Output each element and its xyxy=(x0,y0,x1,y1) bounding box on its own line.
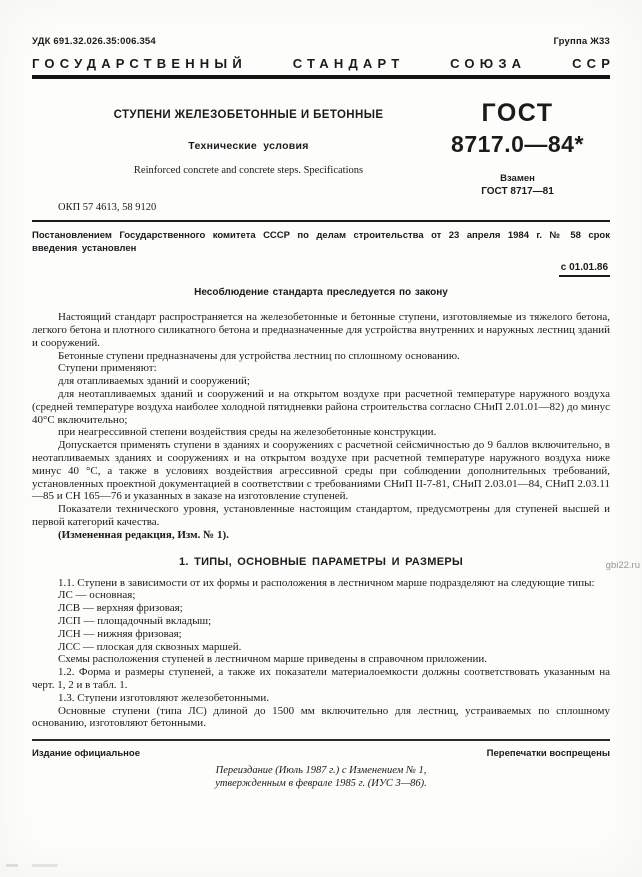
body-paragraph: Настоящий стандарт распространяется на железобетонные и бетонные ступени, изготовляемые из тяжелого бетона, легкого бетона и плотного силикатного бетона и предназначенные для устройства внутренних и наружных лестниц зданий и сооружений. xyxy=(32,311,610,349)
title-block xyxy=(32,99,610,197)
body-paragraph: Ступени применяют: xyxy=(58,362,157,375)
section-paragraph: ЛСН — нижняя фризовая; xyxy=(58,627,182,640)
section-paragraph: Основные ступени (типа ЛС) длиной до 1500 мм включительно для лестниц, устраиваемых по сплошному основанию, изготовляют бетонными. xyxy=(32,704,610,730)
replaces-number: ГОСТ 8717—81 xyxy=(481,186,554,197)
section-body xyxy=(32,577,610,731)
section-heading: 1. ТИПЫ, ОСНОВНЫЕ ПАРАМЕТРЫ И РАЗМЕРЫ xyxy=(178,555,464,568)
group-code: Группа Ж33 xyxy=(553,36,610,47)
okp-code: ОКП 57 4613, 58 9120 xyxy=(58,202,157,213)
masthead-title-word: СОЮЗА xyxy=(450,56,527,71)
body-paragraph: для неотапливаемых зданий и сооружений и на открытом воздухе при расчетной температуре наружного воздуха (средней температуре воздуха наиболее холодной пятидневки района строительства согласно СНиП 2.01.01—82) до минус 40°С включительно; xyxy=(32,387,610,426)
scan-artifact xyxy=(6,864,58,867)
masthead-title-word: СТАНДАРТ xyxy=(292,56,405,71)
reprint-notice-label: Перепечатки воспрещены xyxy=(486,747,610,759)
decree-text: Постановлением Государственного комитета СССР по делам строительства от 23 апреля 1984 г. № 58 срок введения установлен xyxy=(32,230,610,254)
footer-row xyxy=(32,748,610,759)
body-text xyxy=(32,311,610,541)
section-paragraph: ЛСС — плоская для сквозных маршей. xyxy=(58,640,242,653)
masthead-title-word: ГОСУДАРСТВЕННЫЙ xyxy=(32,56,247,71)
udk-code: УДК 691.32.026.35:006.354 xyxy=(32,36,156,47)
footer-rule xyxy=(32,739,610,741)
section-paragraph: ЛС — основная; xyxy=(58,589,136,602)
section-paragraph: 1.2. Форма и размеры ступеней, а также их показатели материалоемкости должны соответствовать указанным на черт. 1, 2 и в табл. 1. xyxy=(32,666,610,691)
watermark: gbi22.ru xyxy=(605,560,640,571)
reissue-note xyxy=(32,764,610,791)
replaces-label: Взамен xyxy=(500,173,535,184)
body-paragraph: Бетонные ступени предназначены для устройства лестниц по сплошному основанию. xyxy=(58,349,460,362)
gost-designation-block xyxy=(425,99,610,197)
body-paragraph: для отапливаемых зданий и сооружений; xyxy=(58,375,250,388)
gost-number: 8717.0—84* xyxy=(451,131,584,157)
reissue-note-line: Переиздание (Июль 1987 г.) с Изменением № 1, xyxy=(215,764,427,776)
masthead-topline xyxy=(32,36,610,47)
section-paragraph: ЛСВ — верхняя фризовая; xyxy=(58,602,183,615)
masthead-title xyxy=(32,56,616,71)
section-paragraph: 1.3. Ступени изготовляют железобетонными. xyxy=(58,691,269,704)
law-notice: Несоблюдение стандарта преследуется по закону xyxy=(194,287,448,299)
section-paragraph: 1.1. Ступени в зависимости от их формы и расположения в лестничном марше подразделяют на следующие типы: xyxy=(58,576,595,589)
body-paragraph: Допускается применять ступени в зданиях и сооружениях с расчетной сейсмичностью до 9 баллов включительно, в неотапливаемых зданиях и сооружениях и на открытом воздухе при расчетной температуре наружного воздуха ниже минус 40 °С, а также в условиях воздействия агрессивной среды при соблюдении дополнительных требований, установленных проектной документацией в соответствии с требованиями СНиП II-7-81, СНиП 2.03.01—84, СНиП 2.03.11—85 и СН 165—76 и указанных в заказе на изготовление ступеней. xyxy=(32,439,610,503)
title-block-left xyxy=(32,99,425,197)
reissue-note-line: утвержденным в феврале 1985 г. (ИУС 3—86). xyxy=(215,778,427,790)
masthead-rule xyxy=(32,75,610,79)
effective-date-row xyxy=(32,257,610,277)
doc-title: СТУПЕНИ ЖЕЛЕЗОБЕТОННЫЕ И БЕТОННЫЕ xyxy=(113,109,384,121)
divider-rule xyxy=(32,220,610,222)
section-paragraph: Схемы расположения ступеней в лестничном марше приведены в справочном приложении. xyxy=(58,653,487,666)
official-edition-label: Издание официальное xyxy=(32,747,140,759)
gost-label: ГОСТ xyxy=(481,99,554,127)
section-paragraph: ЛСП — площадочный вкладыш; xyxy=(58,614,212,627)
masthead-title-word: ССР xyxy=(572,56,616,71)
body-paragraph: при неагрессивной степени воздействия среды на железобетонные конструкции. xyxy=(58,426,437,439)
effective-date: с 01.01.86 xyxy=(559,262,610,277)
doc-subtitle-en: Reinforced concrete and concrete steps. Specifications xyxy=(133,165,364,176)
body-paragraph-amendment: (Измененная редакция, Изм. № 1). xyxy=(58,528,229,541)
body-paragraph: Показатели технического уровня, установленные настоящим стандартом, предусмотрены для ступеней высшей и первой категорий качества. xyxy=(32,503,610,528)
doc-subtitle-ru: Технические условия xyxy=(188,140,309,152)
